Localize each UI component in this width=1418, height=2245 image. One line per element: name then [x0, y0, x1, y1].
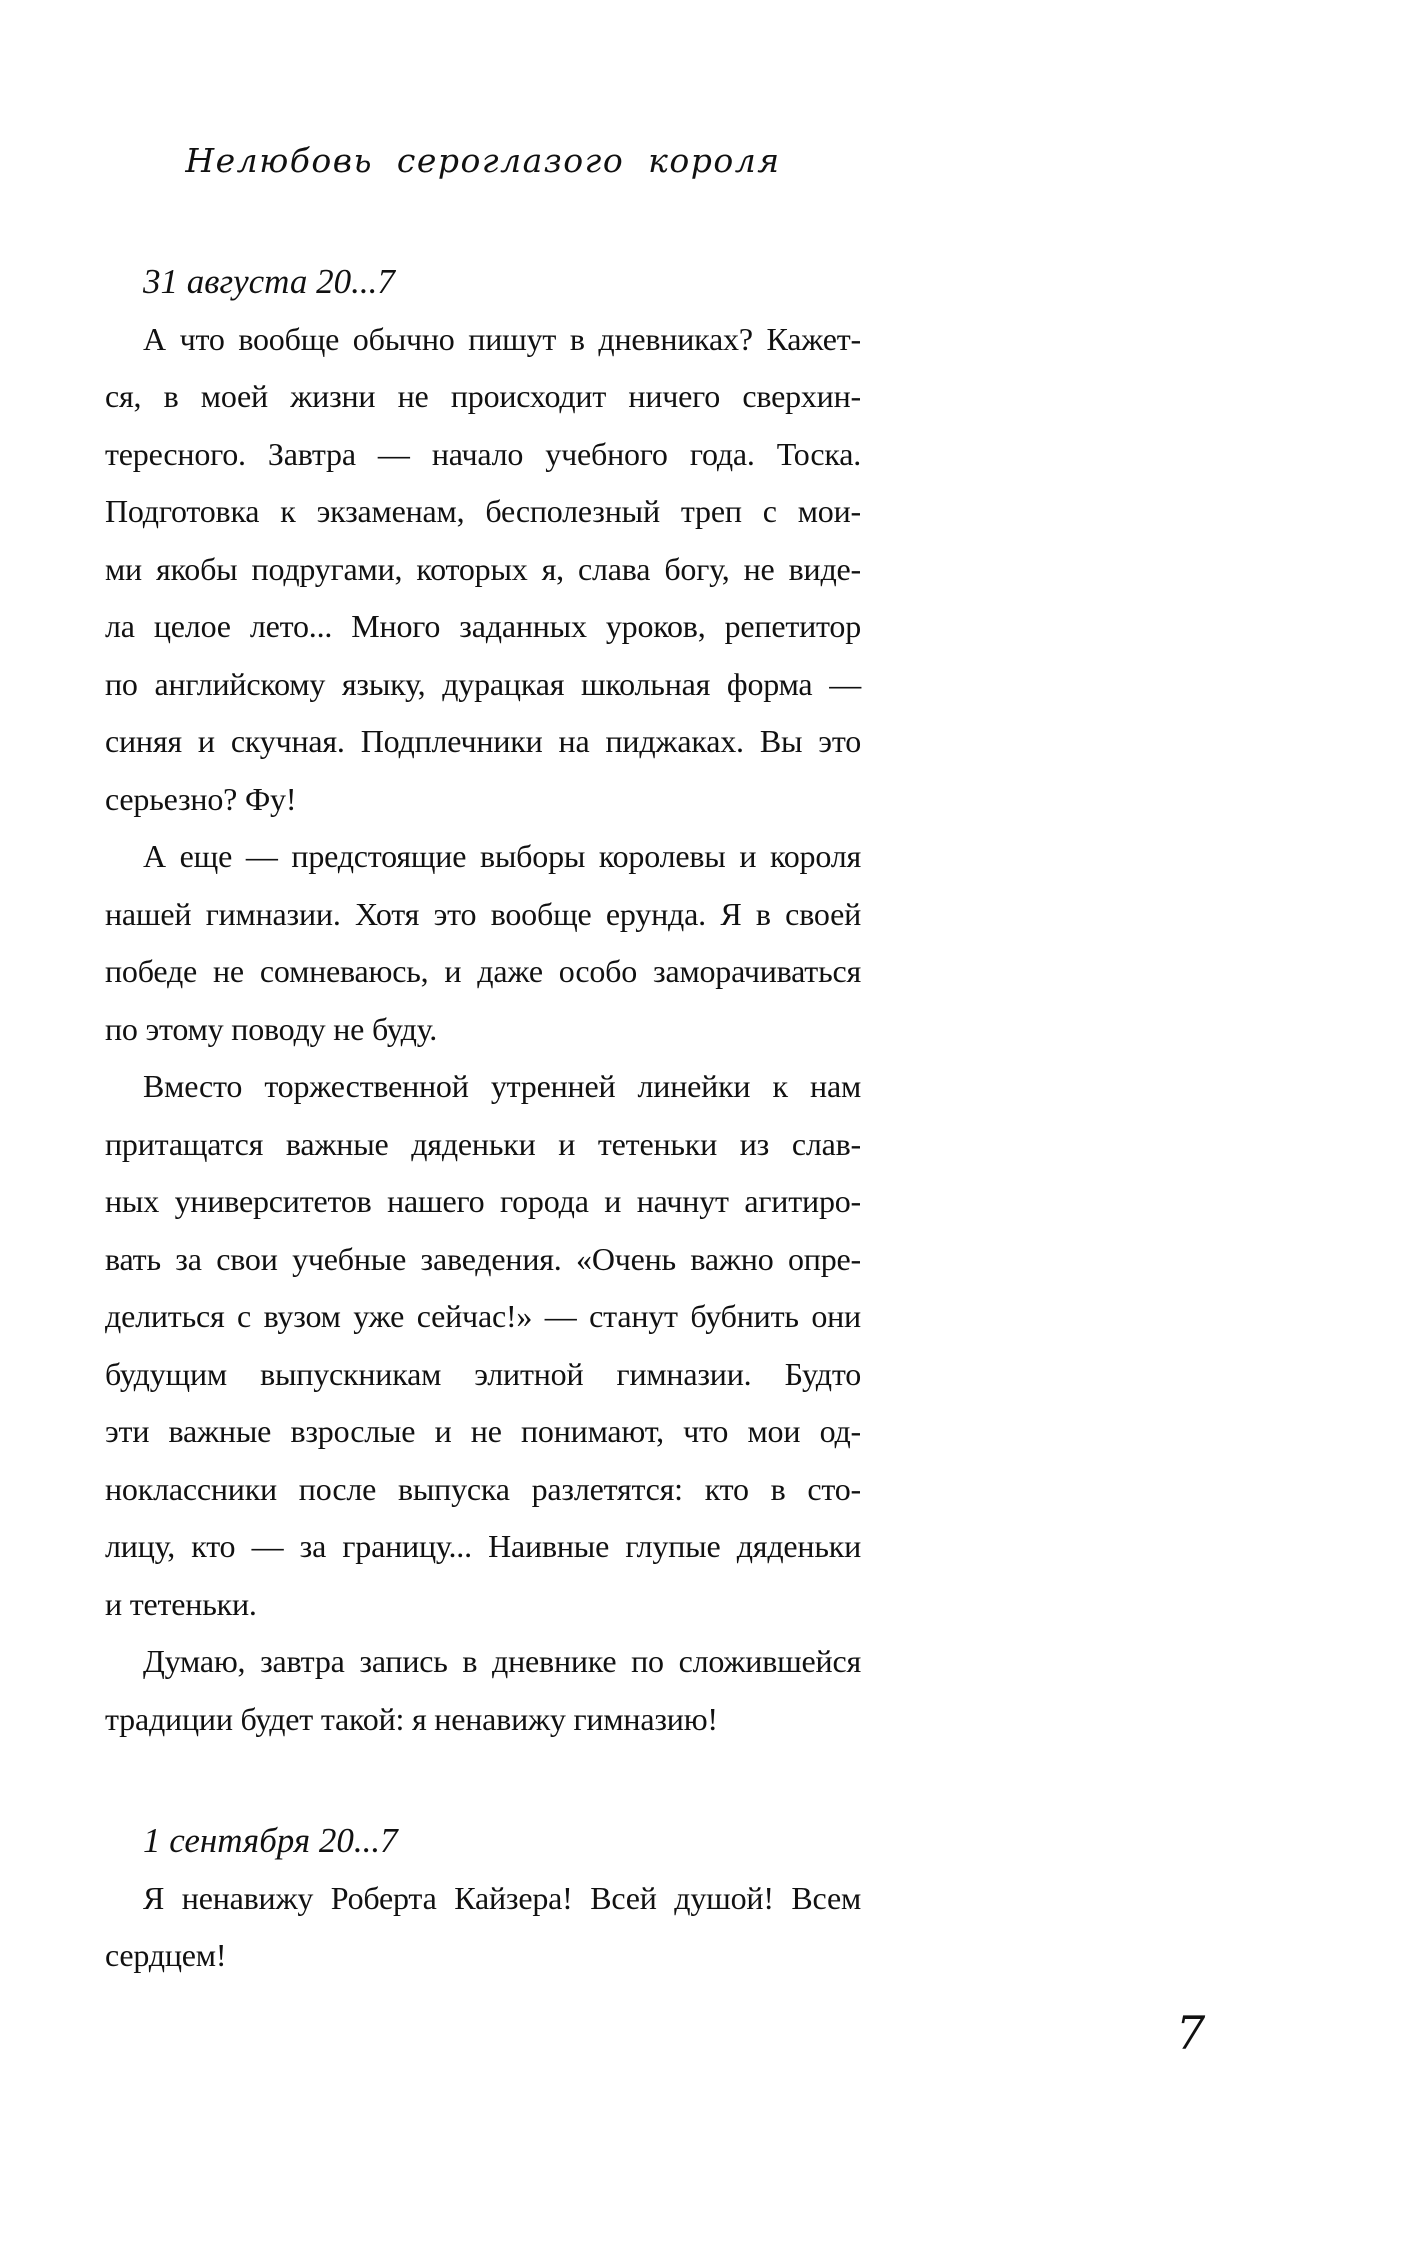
text-line: Думаю, завтра запись в дневнике по сложившейся [143, 1643, 861, 1679]
text-line: ми якобы подругами, которых я, слава богу, не виде- [105, 550, 861, 587]
text-column-body [105, 253, 861, 1985]
page-number: 7 [1176, 2006, 1206, 2060]
text-line: и тетеньки. [105, 1585, 257, 1622]
text-line: нашей гимназии. Хотя это вообще ерунда. Я в своей [105, 895, 861, 932]
text-line: серьезно? Фу! [105, 780, 297, 817]
paragraph [105, 828, 861, 1058]
text-line: по этому поводу не буду. [105, 1010, 438, 1047]
text-line: сердцем! [105, 1937, 227, 1973]
text-line: Подготовка к экзаменам, бесполезный треп с мои- [105, 493, 861, 529]
text-line: лицу, кто — за границу... Наивные глупые дяденьки [105, 1528, 861, 1564]
text-line: будущим выпускникам элитной гимназии. Будто [105, 1355, 861, 1392]
text-line: ла целое лето... Много заданных уроков, репетитор [105, 608, 861, 644]
paragraph [105, 1870, 861, 1985]
text-line: эти важные взрослые и не понимают, что мои од- [105, 1413, 861, 1449]
text-line: ных университетов нашего города и начнут агитиро- [105, 1183, 861, 1219]
text-column [105, 132, 861, 1985]
text-line: тересного. Завтра — начало учебного года. Тоска. [105, 435, 861, 472]
text-line: делиться с вузом уже сейчас!» — станут бубнить они [105, 1298, 861, 1334]
text-line: А что вообще обычно пишут в дневниках? Кажет- [143, 320, 861, 357]
diary-entry-date: 1 сентября 20...7 [143, 1821, 398, 1860]
paragraph [105, 311, 861, 829]
text-line: вать за свои учебные заведения. «Очень важно опре- [105, 1240, 861, 1277]
text-line: ся, в моей жизни не происходит ничего сверхин- [105, 378, 861, 414]
text-line: по английскому языку, дурацкая школьная форма — [105, 665, 861, 702]
text-line: А еще — предстоящие выборы королевы и короля [143, 838, 861, 874]
text-line: победе не сомневаюсь, и даже особо заморачиваться [105, 953, 861, 989]
running-header-title: Нелюбовь сероглазого короля [185, 141, 781, 180]
text-line: Вместо торжественной утренней линейки к нам [143, 1068, 861, 1104]
text-line: притащатся важные дяденьки и тетеньки из слав- [105, 1125, 861, 1162]
text-line: ноклассники после выпуска разлетятся: кто в сто- [105, 1470, 861, 1507]
paragraph [105, 1058, 861, 1633]
paragraph [105, 1633, 861, 1748]
text-line: синяя и скучная. Подплечники на пиджаках. Вы это [105, 723, 861, 759]
text-line: традиции будет такой: я ненавижу гимназию! [105, 1700, 718, 1737]
text-line: Я ненавижу Роберта Кайзера! Всей душой! Всем [143, 1879, 861, 1916]
diary-entry-date: 31 августа 20...7 [143, 262, 395, 301]
